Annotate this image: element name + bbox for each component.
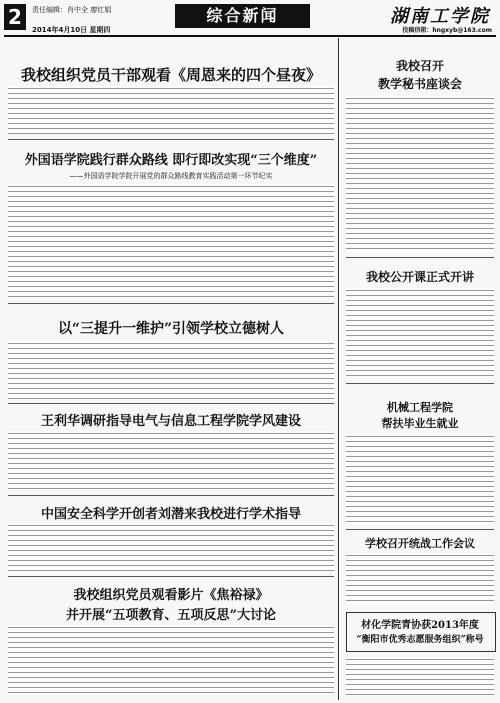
section-title: 综合新闻: [175, 4, 310, 28]
article-divider: [8, 495, 334, 496]
article-subtitle: ——外国语学院学院开展党的群众路线教育实践活动第一环节纪实: [69, 172, 273, 180]
article-divider: [346, 529, 494, 530]
article-title-line: 并开展“五项教育、五项反思”大讨论: [66, 608, 276, 623]
article-body: [346, 288, 494, 378]
article-divider: [346, 383, 494, 384]
article-title: 外国语学院践行群众路线 即行即改实现“三个维度”: [24, 153, 318, 168]
article-body: [346, 553, 494, 605]
article-body: [8, 184, 334, 299]
article-kicker: 材化学院青协获2013年度: [361, 620, 479, 631]
article-body: [8, 523, 334, 571]
article-title: 中国安全科学开创者刘潜来我校进行学术指导: [40, 507, 301, 522]
article-title-line: 教学秘书座谈会: [377, 77, 462, 91]
article-divider: [8, 576, 334, 577]
article-title: 学校召开统战工作会议: [365, 537, 475, 550]
article-title: “衡阳市优秀志愿服务组织”称号: [356, 635, 484, 645]
article-body: [346, 96, 494, 253]
article-title-line: 我校召开: [395, 59, 444, 73]
article-body: [8, 341, 334, 399]
submission-email: 投稿信箱：hngxyb@163.com: [402, 27, 492, 34]
article-divider: [8, 403, 334, 404]
article-title-line: 我校组织党员观看影片《焦裕禄》: [73, 588, 269, 603]
editor-credit: 责任编辑：肖中全 廖红娟: [32, 6, 112, 14]
article-body: [8, 431, 334, 490]
article-title-line: 帮扶毕业生就业: [381, 417, 459, 430]
article-divider: [8, 139, 334, 140]
page-number: 2: [4, 4, 26, 30]
masthead: [0, 0, 500, 37]
column-divider: [338, 38, 339, 700]
article-title: 我校组织党员干部观看《周恩来的四个昼夜》: [20, 66, 321, 84]
article-body: [8, 86, 334, 134]
article-divider: [8, 303, 334, 304]
article-title-line: 机械工程学院: [387, 401, 453, 414]
issue-date: 2014年4月10日 星期四: [32, 26, 111, 34]
article-body: [8, 625, 334, 695]
article-body: [346, 657, 494, 695]
article-title: 以“三提升一维护”引领学校立德树人: [57, 321, 285, 337]
header-rule: [4, 35, 496, 37]
article-title: 王利华调研指导电气与信息工程学院学风建设: [40, 414, 301, 429]
article-divider: [346, 257, 494, 258]
article-title: 我校公开课正式开讲: [365, 270, 474, 284]
article-body: [346, 434, 494, 524]
newspaper-name: 湖南工学院: [390, 6, 490, 27]
